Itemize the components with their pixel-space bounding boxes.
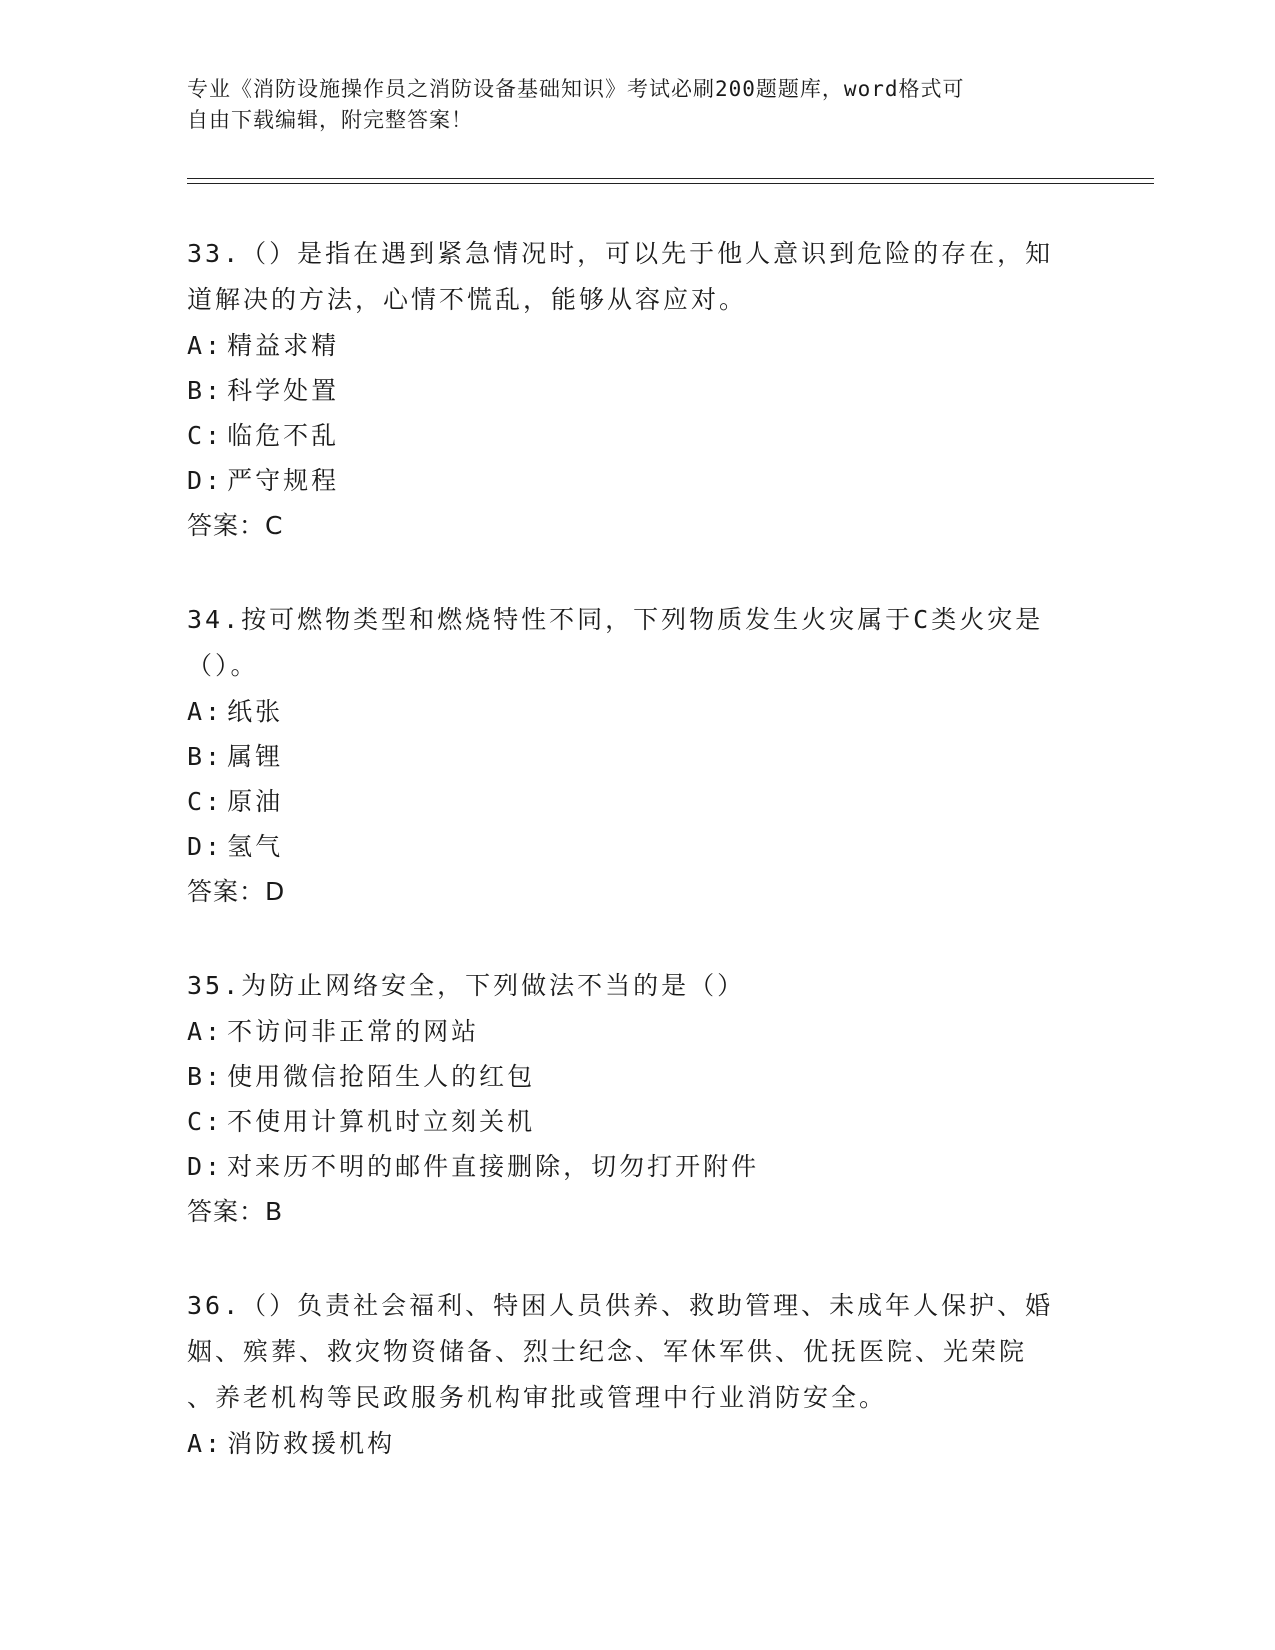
stem-line: 35.为防止网络安全，下列做法不当的是（） bbox=[187, 971, 746, 1000]
question-stem bbox=[187, 963, 1087, 1009]
option-text: 纸张 bbox=[227, 697, 284, 726]
option-d bbox=[187, 824, 1087, 869]
option-a bbox=[187, 1009, 1087, 1054]
answer-label: 答案： bbox=[187, 1197, 266, 1226]
question-33 bbox=[187, 231, 1087, 549]
option-a bbox=[187, 1421, 1087, 1466]
question-36 bbox=[187, 1283, 1087, 1466]
option-letter: B: bbox=[187, 742, 224, 771]
stem-line: （）。 bbox=[187, 651, 259, 680]
question-stem bbox=[187, 597, 1087, 689]
option-letter: D: bbox=[187, 832, 224, 861]
option-letter: D: bbox=[187, 466, 224, 495]
option-letter: A: bbox=[187, 331, 224, 360]
option-text: 不使用计算机时立刻关机 bbox=[227, 1107, 536, 1136]
question-34 bbox=[187, 597, 1087, 915]
option-text: 严守规程 bbox=[227, 466, 340, 495]
answer-line bbox=[187, 869, 1087, 915]
option-text: 消防救援机构 bbox=[227, 1429, 396, 1458]
option-text: 临危不乱 bbox=[227, 421, 340, 450]
option-a bbox=[187, 323, 1087, 368]
option-text: 原油 bbox=[227, 787, 284, 816]
option-letter: C: bbox=[187, 1107, 224, 1136]
answer-value: B bbox=[265, 1197, 284, 1226]
stem-line: 36.（）负责社会福利、特困人员供养、救助管理、未成年人保护、婚 bbox=[187, 1291, 1054, 1320]
option-b bbox=[187, 1054, 1087, 1099]
option-c bbox=[187, 1099, 1087, 1144]
answer-value: C bbox=[265, 511, 284, 540]
option-letter: B: bbox=[187, 1062, 224, 1091]
option-letter: B: bbox=[187, 376, 224, 405]
option-text: 对来历不明的邮件直接删除，切勿打开附件 bbox=[227, 1152, 760, 1181]
option-c bbox=[187, 413, 1087, 458]
stem-line: 道解决的方法，心情不慌乱，能够从容应对。 bbox=[187, 285, 748, 314]
option-a bbox=[187, 689, 1087, 734]
question-35 bbox=[187, 963, 1087, 1235]
answer-label: 答案： bbox=[187, 877, 266, 906]
header-line-1: 专业《消防设施操作员之消防设备基础知识》考试必刷200题题库，word格式可 bbox=[187, 77, 965, 101]
header-divider-bottom bbox=[187, 183, 1154, 184]
question-list bbox=[187, 231, 1087, 1514]
option-letter: A: bbox=[187, 1017, 224, 1046]
option-letter: C: bbox=[187, 421, 224, 450]
option-d bbox=[187, 1144, 1087, 1189]
option-text: 使用微信抢陌生人的红包 bbox=[227, 1062, 536, 1091]
stem-line: 、养老机构等民政服务机构审批或管理中行业消防安全。 bbox=[187, 1383, 888, 1412]
stem-line: 34.按可燃物类型和燃烧特性不同，下列物质发生火灾属于C类火灾是 bbox=[187, 605, 1044, 634]
option-letter: A: bbox=[187, 697, 224, 726]
question-stem bbox=[187, 1283, 1087, 1421]
answer-line bbox=[187, 503, 1087, 549]
option-b bbox=[187, 734, 1087, 779]
option-letter: D: bbox=[187, 1152, 224, 1181]
document-header bbox=[187, 74, 1067, 136]
option-letter: A: bbox=[187, 1429, 224, 1458]
option-text: 科学处置 bbox=[227, 376, 340, 405]
header-divider-top bbox=[187, 178, 1154, 179]
header-line-2: 自由下载编辑，附完整答案！ bbox=[187, 108, 473, 132]
option-d bbox=[187, 458, 1087, 503]
answer-label: 答案： bbox=[187, 511, 266, 540]
answer-line bbox=[187, 1189, 1087, 1235]
option-c bbox=[187, 779, 1087, 824]
stem-line: 姻、殡葬、救灾物资储备、烈士纪念、军休军供、优抚医院、光荣院 bbox=[187, 1337, 1028, 1366]
option-text: 精益求精 bbox=[227, 331, 340, 360]
option-text: 氢气 bbox=[227, 832, 284, 861]
option-b bbox=[187, 368, 1087, 413]
option-text: 属锂 bbox=[227, 742, 284, 771]
option-letter: C: bbox=[187, 787, 224, 816]
stem-line: 33.（）是指在遇到紧急情况时，可以先于他人意识到危险的存在，知 bbox=[187, 239, 1054, 268]
answer-value: D bbox=[265, 877, 286, 906]
question-stem bbox=[187, 231, 1087, 323]
option-text: 不访问非正常的网站 bbox=[227, 1017, 480, 1046]
